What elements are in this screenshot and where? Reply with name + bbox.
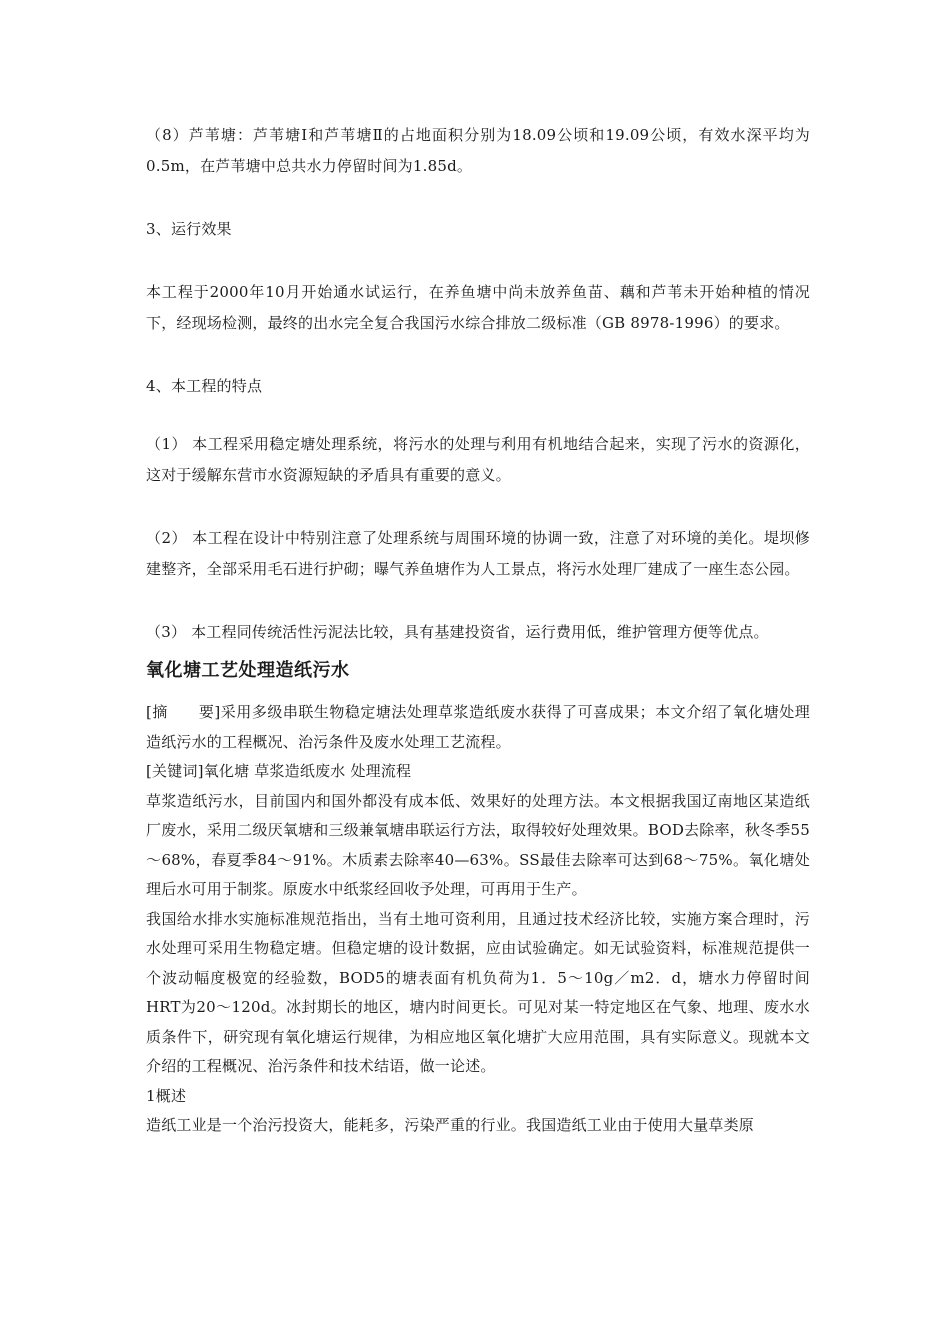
article-keywords: [关键词]氧化塘 草浆造纸废水 处理流程 <box>146 762 412 780</box>
article-intro-paragraph: 草浆造纸污水，目前国内和国外都没有成本低、效果好的处理方法。本文根据我国辽南地区某造纸厂废水，采用二级厌氧塘和三级兼氧塘串联运行方法，取得较好处理效果。BOD去除率，秋冬季55～68%，春夏季84～91%。木质素去除率40—63%。SS最佳去除率可达到68～75%。氧化塘处理后水可用于制浆。原废水中纸浆经回收予处理，可再用于生产。 <box>146 791 810 898</box>
section-heading-overview: 1概述 <box>146 1086 187 1105</box>
document-page <box>146 120 810 1141</box>
heading-operation-effect: 3、运行效果 <box>146 220 232 238</box>
paragraph-operation-effect: 本工程于2000年10月开始通水试运行，在养鱼塘中尚未放养鱼苗、藕和芦苇未开始种植的情况下，经现场检测，最终的出水完全复合我国污水综合排放二级标准（GB 8978-1996）的要求。 <box>146 283 810 332</box>
article-abstract: [摘 要]采用多级串联生物稳定塘法处理草浆造纸废水获得了可喜成果；本文介绍了氧化塘处理造纸污水的工程概况、治污条件及废水处理工艺流程。 <box>146 703 810 751</box>
article-title: 氧化塘工艺处理造纸污水 <box>146 660 350 681</box>
feature-item-2: （2） 本工程在设计中特别注意了处理系统与周围环境的协调一致，注意了对环境的美化。堤坝修建整齐，全部采用毛石进行护砌；曝气养鱼塘作为人工景点，将污水处理厂建成了一座生态公园。 <box>146 529 810 578</box>
paragraph-reed-pond: （8）芦苇塘：芦苇塘Ⅰ和芦苇塘Ⅱ的占地面积分别为18.09公顷和19.09公顷，有效水深平均为0.5m，在芦苇塘中总共水力停留时间为1.85d。 <box>146 126 810 175</box>
heading-project-features: 4、本工程的特点 <box>146 377 263 395</box>
article-body <box>146 698 810 1141</box>
section-overview-text: 造纸工业是一个治污投资大，能耗多，污染严重的行业。我国造纸工业由于使用大量草类原 <box>146 1116 755 1134</box>
feature-item-1: （1） 本工程采用稳定塘处理系统，将污水的处理与利用有机地结合起来，实现了污水的资源化，这对于缓解东营市水资源短缺的矛盾具有重要的意义。 <box>146 435 810 484</box>
feature-item-3: （3） 本工程同传统活性污泥法比较，具有基建投资省，运行费用低，维护管理方便等优点。 <box>146 623 769 641</box>
article-standards-paragraph: 我国给水排水实施标准规范指出，当有土地可资利用，且通过技术经济比较，实施方案合理时，污水处理可采用生物稳定塘。但稳定塘的设计数据，应由试验确定。如无试验资料，标准规范提供一个波动幅度极宽的经验数，BOD5的塘表面有机负荷为1．5～10g／m2．d，塘水力停留时间HRT为20～120d。冰封期长的地区，塘内时间更长。可见对某一特定地区在气象、地理、废水水质条件下，研究现有氧化塘运行规律，为相应地区氧化塘扩大应用范围，具有实际意义。现就本文介绍的工程概况、治污条件和技术结语，做一论述。 <box>146 909 810 1075</box>
